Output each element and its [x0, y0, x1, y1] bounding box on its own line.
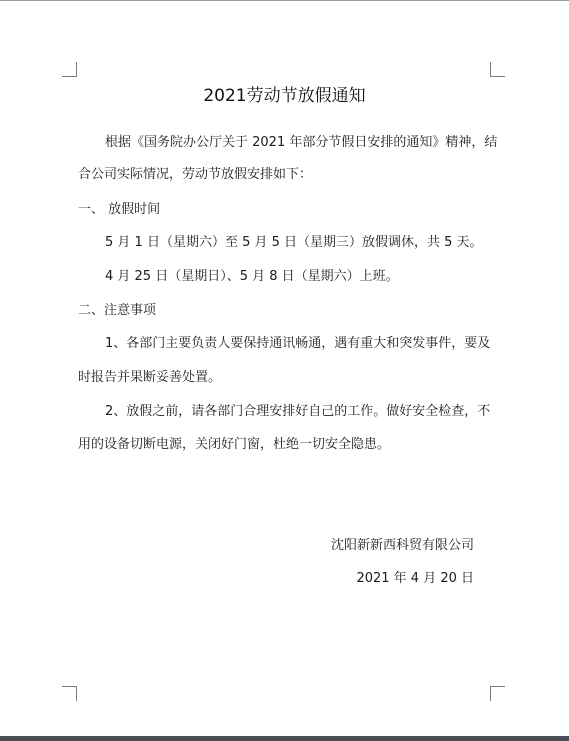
corner-mark-top-right [490, 62, 505, 77]
section1-item-1: 5 月 1 日（星期六）至 5 月 5 日（星期三）放假调休，共 5 天。 [105, 235, 483, 250]
bottom-edge [0, 736, 569, 741]
section2-para1-line-2: 时报告并果断妥善处置。 [78, 370, 222, 385]
section1-heading: 一、 放假时间 [78, 202, 161, 217]
section2-para2-line-1: 2、放假之前，请各部门合理安排好自己的工作。做好安全检查，不 [105, 404, 491, 419]
intro-line-1: 根据《国务院办公厅关于 2021 年部分节假日安排的通知》精神，结 [105, 135, 498, 150]
section2-para1-line-1: 1、各部门主要负责人要保持通讯畅通，遇有重大和突发事件，要及 [105, 336, 491, 351]
intro-line-2: 合公司实际情况，劳动节放假安排如下： [78, 167, 313, 182]
corner-mark-bottom-right [490, 686, 505, 701]
signature-date: 2021 年 4 月 20 日 [356, 571, 474, 586]
section2-para2-line-2: 用的设备切断电源，关闭好门窗，杜绝一切安全隐患。 [78, 437, 391, 452]
section2-heading: 二、注意事项 [78, 303, 157, 318]
section1-item-2: 4 月 25 日（星期日）、5 月 8 日（星期六）上班。 [105, 269, 399, 284]
signature-company: 沈阳新新西科贸有限公司 [330, 538, 474, 553]
top-border [0, 0, 569, 1]
corner-mark-top-left [62, 62, 77, 77]
document-title: 2021劳动节放假通知 [203, 86, 366, 106]
corner-mark-bottom-left [62, 686, 77, 701]
